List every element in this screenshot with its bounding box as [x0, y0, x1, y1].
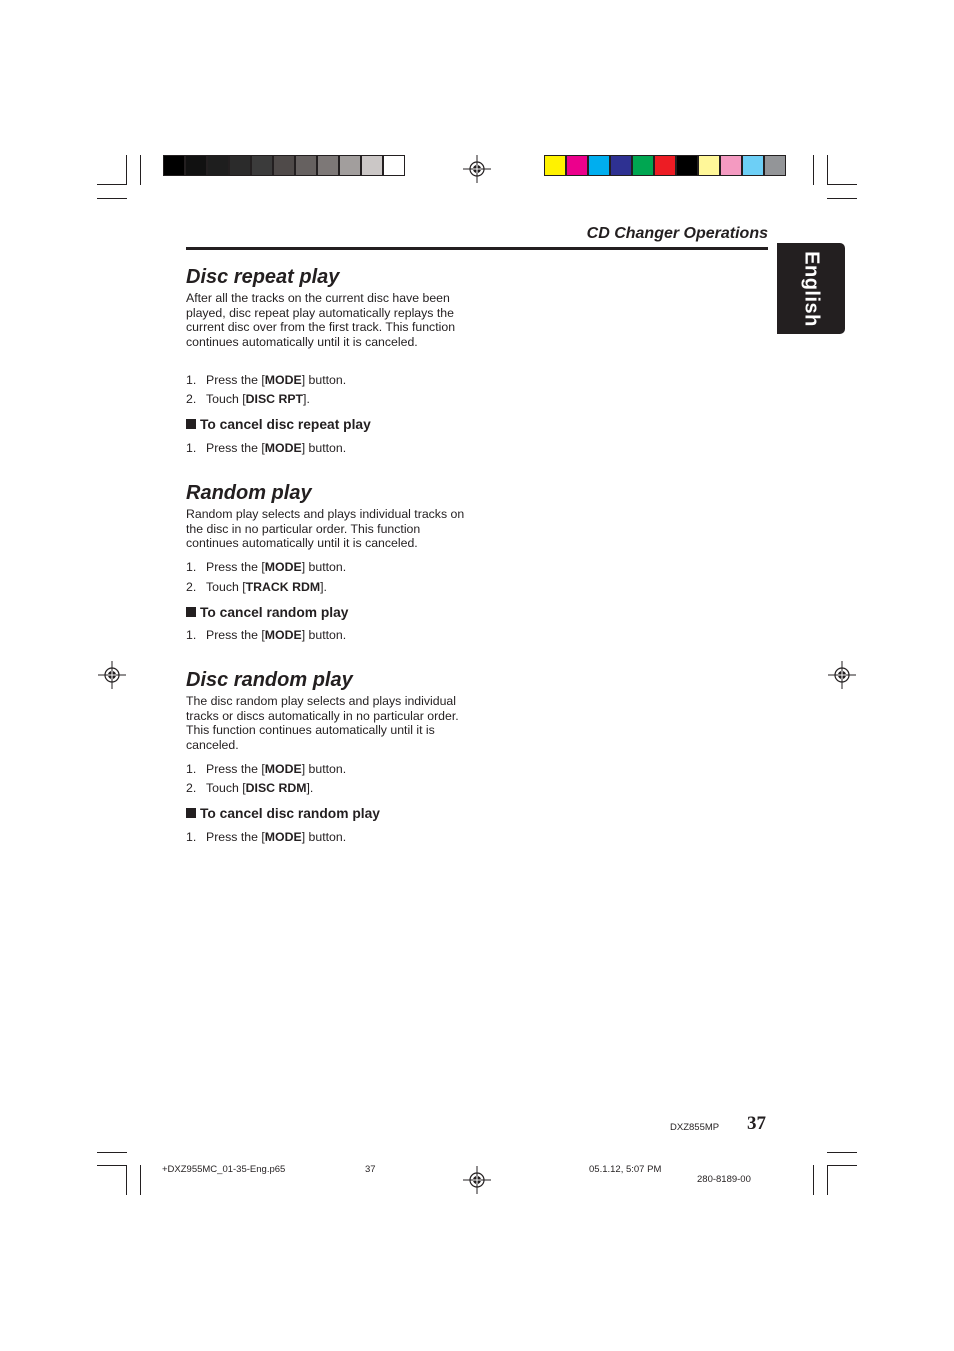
step-item: 1. Press the [MODE] button. — [186, 628, 347, 642]
section-title-disc-random: Disc random play — [186, 669, 353, 691]
step-item: 2. Touch [TRACK RDM]. — [186, 580, 327, 594]
square-bullet-icon — [186, 808, 196, 818]
step-item: 1. Press the [MODE] button. — [186, 762, 347, 776]
footer-part-number: 280-8189-00 — [697, 1174, 751, 1185]
section-body-disc-repeat: After all the tracks on the current disc have been played, disc repeat play automatically replays the current disc over from the first track. This function continues automatically until it is canceled. — [186, 291, 456, 349]
color-swatch — [588, 155, 610, 176]
section-body-random: Random play selects and plays individual tracks on the disc in no particular order. This function continues automatically until it is canceled. — [186, 507, 465, 551]
section-header-title: CD Changer Operations — [586, 225, 768, 242]
color-swatch — [229, 155, 251, 176]
color-swatch — [317, 155, 339, 176]
registration-mark-icon — [828, 661, 856, 689]
color-swatch — [163, 155, 185, 176]
language-tab — [777, 243, 845, 334]
square-bullet-icon — [186, 607, 196, 617]
registration-mark-icon — [98, 661, 126, 689]
color-swatch — [295, 155, 317, 176]
step-item: 1. Press the [MODE] button. — [186, 373, 347, 387]
step-item: 1. Press the [MODE] button. — [186, 560, 347, 574]
color-swatch — [339, 155, 361, 176]
page-number: 37 — [747, 1113, 766, 1134]
grayscale-color-bar — [163, 155, 405, 176]
header-rule — [186, 247, 768, 250]
section-title-random: Random play — [186, 482, 312, 504]
square-bullet-icon — [186, 419, 196, 429]
color-swatch — [632, 155, 654, 176]
color-swatch — [698, 155, 720, 176]
cancel-heading-disc-repeat: To cancel disc repeat play — [186, 417, 371, 432]
process-color-bar — [544, 155, 786, 176]
color-swatch — [610, 155, 632, 176]
step-item: 1. Press the [MODE] button. — [186, 441, 347, 455]
color-swatch — [566, 155, 588, 176]
step-item: 2. Touch [DISC RPT]. — [186, 392, 310, 406]
color-swatch — [764, 155, 786, 176]
color-swatch — [251, 155, 273, 176]
footer-file-page: 37 — [365, 1164, 376, 1175]
cancel-heading-random: To cancel random play — [186, 605, 349, 620]
color-swatch — [273, 155, 295, 176]
color-swatch — [361, 155, 383, 176]
registration-mark-icon — [463, 155, 491, 183]
color-swatch — [676, 155, 698, 176]
language-tab-label: English — [800, 250, 823, 327]
color-swatch — [185, 155, 207, 176]
color-swatch — [742, 155, 764, 176]
color-swatch — [207, 155, 229, 176]
color-swatch — [544, 155, 566, 176]
step-item: 2. Touch [DISC RDM]. — [186, 781, 314, 795]
cancel-heading-disc-random: To cancel disc random play — [186, 806, 380, 821]
color-swatch — [720, 155, 742, 176]
section-body-disc-random: The disc random play selects and plays individual tracks or discs automatically in no particular order. This function continues automatically until it is canceled. — [186, 694, 459, 752]
color-swatch — [654, 155, 676, 176]
registration-mark-icon — [463, 1166, 491, 1194]
footer-file-name: +DXZ955MC_01-35-Eng.p65 — [162, 1164, 286, 1175]
model-number: DXZ855MP — [670, 1122, 720, 1133]
footer-date-time: 05.1.12, 5:07 PM — [589, 1164, 662, 1175]
section-title-disc-repeat: Disc repeat play — [186, 266, 340, 288]
color-swatch — [383, 155, 405, 176]
step-item: 1. Press the [MODE] button. — [186, 830, 347, 844]
